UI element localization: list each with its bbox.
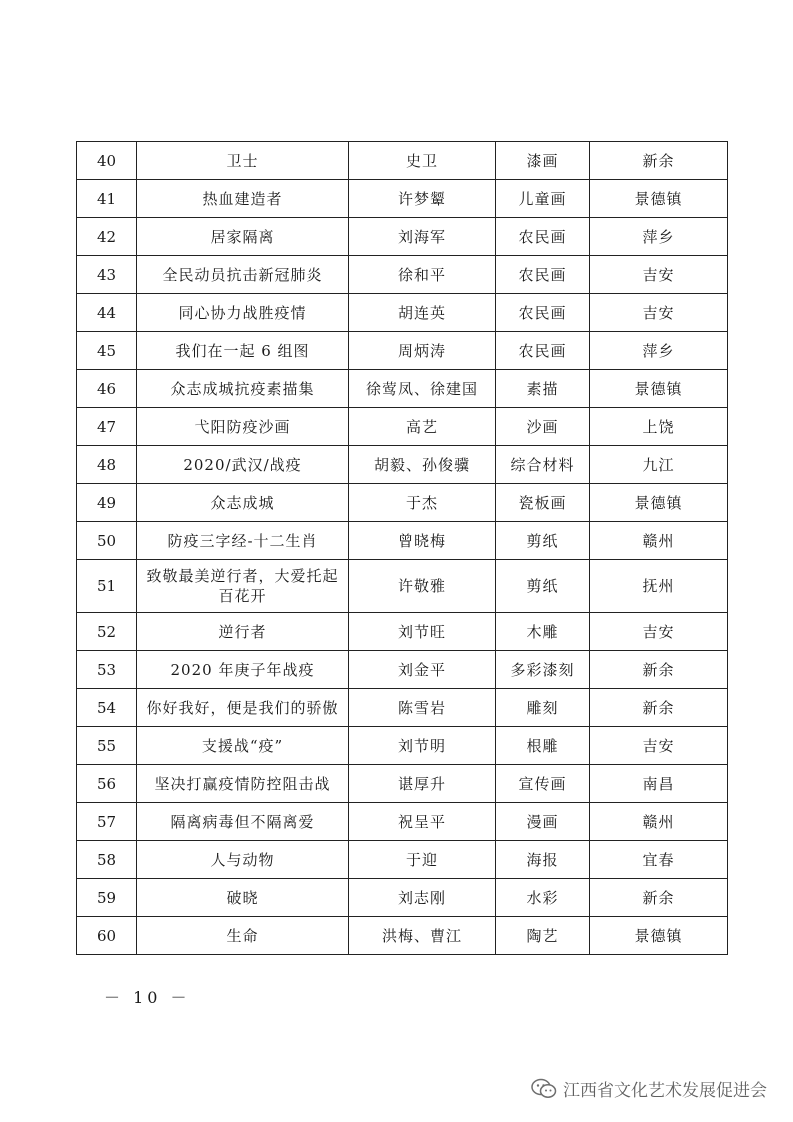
work-type: 漆画 (496, 142, 590, 180)
work-title: 坚决打赢疫情防控阻击战 (137, 765, 349, 803)
work-title: 致敬最美逆行者，大爱托起百花开 (137, 560, 349, 613)
works-table-body (77, 142, 728, 955)
row-number: 41 (77, 180, 137, 218)
row-number: 51 (77, 560, 137, 613)
work-type: 综合材料 (496, 446, 590, 484)
author-name: 刘志刚 (349, 879, 496, 917)
region-name: 萍乡 (590, 332, 728, 370)
table-row (77, 180, 728, 218)
row-number: 44 (77, 294, 137, 332)
table-row (77, 446, 728, 484)
work-title: 2020/武汉/战疫 (137, 446, 349, 484)
author-name: 谌厚升 (349, 765, 496, 803)
region-name: 新余 (590, 651, 728, 689)
author-name: 曾晓梅 (349, 522, 496, 560)
author-name: 高艺 (349, 408, 496, 446)
work-title: 生命 (137, 917, 349, 955)
row-number: 59 (77, 879, 137, 917)
work-title: 同心协力战胜疫情 (137, 294, 349, 332)
region-name: 抚州 (590, 560, 728, 613)
region-name: 南昌 (590, 765, 728, 803)
table-row (77, 294, 728, 332)
work-type: 农民画 (496, 294, 590, 332)
work-title: 我们在一起 6 组图 (137, 332, 349, 370)
region-name: 景德镇 (590, 370, 728, 408)
row-number: 55 (77, 727, 137, 765)
row-number: 49 (77, 484, 137, 522)
work-type: 木雕 (496, 613, 590, 651)
work-title: 弋阳防疫沙画 (137, 408, 349, 446)
work-type: 多彩漆刻 (496, 651, 590, 689)
author-name: 周炳涛 (349, 332, 496, 370)
work-type: 陶艺 (496, 917, 590, 955)
work-title: 人与动物 (137, 841, 349, 879)
author-name: 于杰 (349, 484, 496, 522)
row-number: 52 (77, 613, 137, 651)
table-row (77, 484, 728, 522)
region-name: 宜春 (590, 841, 728, 879)
author-name: 胡毅、孙俊骥 (349, 446, 496, 484)
work-type: 沙画 (496, 408, 590, 446)
work-title: 支援战“疫” (137, 727, 349, 765)
work-type: 剪纸 (496, 560, 590, 613)
table-row (77, 765, 728, 803)
work-type: 儿童画 (496, 180, 590, 218)
region-name: 赣州 (590, 522, 728, 560)
watermark-text: 江西省文化艺术发展促进会 (563, 1081, 767, 1101)
work-type: 水彩 (496, 879, 590, 917)
author-name: 陈雪岩 (349, 689, 496, 727)
author-name: 洪梅、曹江 (349, 917, 496, 955)
region-name: 上饶 (590, 408, 728, 446)
row-number: 43 (77, 256, 137, 294)
work-title: 全民动员抗击新冠肺炎 (137, 256, 349, 294)
row-number: 60 (77, 917, 137, 955)
row-number: 46 (77, 370, 137, 408)
work-type: 雕刻 (496, 689, 590, 727)
table-row (77, 651, 728, 689)
table-row (77, 332, 728, 370)
row-number: 54 (77, 689, 137, 727)
row-number: 47 (77, 408, 137, 446)
table-row (77, 142, 728, 180)
table-row (77, 689, 728, 727)
row-number: 48 (77, 446, 137, 484)
row-number: 42 (77, 218, 137, 256)
table-row (77, 256, 728, 294)
work-type: 海报 (496, 841, 590, 879)
region-name: 景德镇 (590, 917, 728, 955)
table-row (77, 522, 728, 560)
region-name: 新余 (590, 879, 728, 917)
row-number: 45 (77, 332, 137, 370)
region-name: 九江 (590, 446, 728, 484)
author-name: 刘海军 (349, 218, 496, 256)
work-type: 漫画 (496, 803, 590, 841)
region-name: 萍乡 (590, 218, 728, 256)
row-number: 56 (77, 765, 137, 803)
region-name: 新余 (590, 689, 728, 727)
table-row (77, 727, 728, 765)
work-type: 剪纸 (496, 522, 590, 560)
wechat-icon (531, 1078, 557, 1100)
work-type: 素描 (496, 370, 590, 408)
table-row (77, 803, 728, 841)
work-type: 农民画 (496, 256, 590, 294)
region-name: 景德镇 (590, 484, 728, 522)
work-title: 你好我好，便是我们的骄傲 (137, 689, 349, 727)
region-name: 吉安 (590, 727, 728, 765)
work-type: 宣传画 (496, 765, 590, 803)
region-name: 赣州 (590, 803, 728, 841)
author-name: 于迎 (349, 841, 496, 879)
work-title: 众志成城 (137, 484, 349, 522)
works-table-container (76, 141, 727, 955)
work-title: 卫士 (137, 142, 349, 180)
author-name: 徐莺凤、徐建国 (349, 370, 496, 408)
region-name: 新余 (590, 142, 728, 180)
work-title: 破晓 (137, 879, 349, 917)
author-name: 许敬雅 (349, 560, 496, 613)
table-row (77, 560, 728, 613)
works-table (76, 141, 728, 955)
work-title: 热血建造者 (137, 180, 349, 218)
author-name: 胡连英 (349, 294, 496, 332)
region-name: 吉安 (590, 613, 728, 651)
row-number: 50 (77, 522, 137, 560)
wechat-watermark (531, 1076, 767, 1101)
work-title: 逆行者 (137, 613, 349, 651)
author-name: 刘金平 (349, 651, 496, 689)
row-number: 40 (77, 142, 137, 180)
work-title: 2020 年庚子年战疫 (137, 651, 349, 689)
row-number: 58 (77, 841, 137, 879)
table-row (77, 218, 728, 256)
work-type: 农民画 (496, 332, 590, 370)
table-row (77, 408, 728, 446)
author-name: 徐和平 (349, 256, 496, 294)
region-name: 景德镇 (590, 180, 728, 218)
page-number: － 10 － (104, 988, 191, 1007)
table-row (77, 613, 728, 651)
row-number: 57 (77, 803, 137, 841)
author-name: 刘节旺 (349, 613, 496, 651)
table-row (77, 879, 728, 917)
work-type: 瓷板画 (496, 484, 590, 522)
author-name: 史卫 (349, 142, 496, 180)
row-number: 53 (77, 651, 137, 689)
author-name: 祝呈平 (349, 803, 496, 841)
work-type: 根雕 (496, 727, 590, 765)
work-title: 众志成城抗疫素描集 (137, 370, 349, 408)
table-row (77, 841, 728, 879)
region-name: 吉安 (590, 294, 728, 332)
author-name: 刘节明 (349, 727, 496, 765)
author-name: 许梦颦 (349, 180, 496, 218)
work-title: 隔离病毒但不隔离爱 (137, 803, 349, 841)
region-name: 吉安 (590, 256, 728, 294)
work-title: 居家隔离 (137, 218, 349, 256)
work-title: 防疫三字经-十二生肖 (137, 522, 349, 560)
table-row (77, 370, 728, 408)
table-row (77, 917, 728, 955)
work-type: 农民画 (496, 218, 590, 256)
